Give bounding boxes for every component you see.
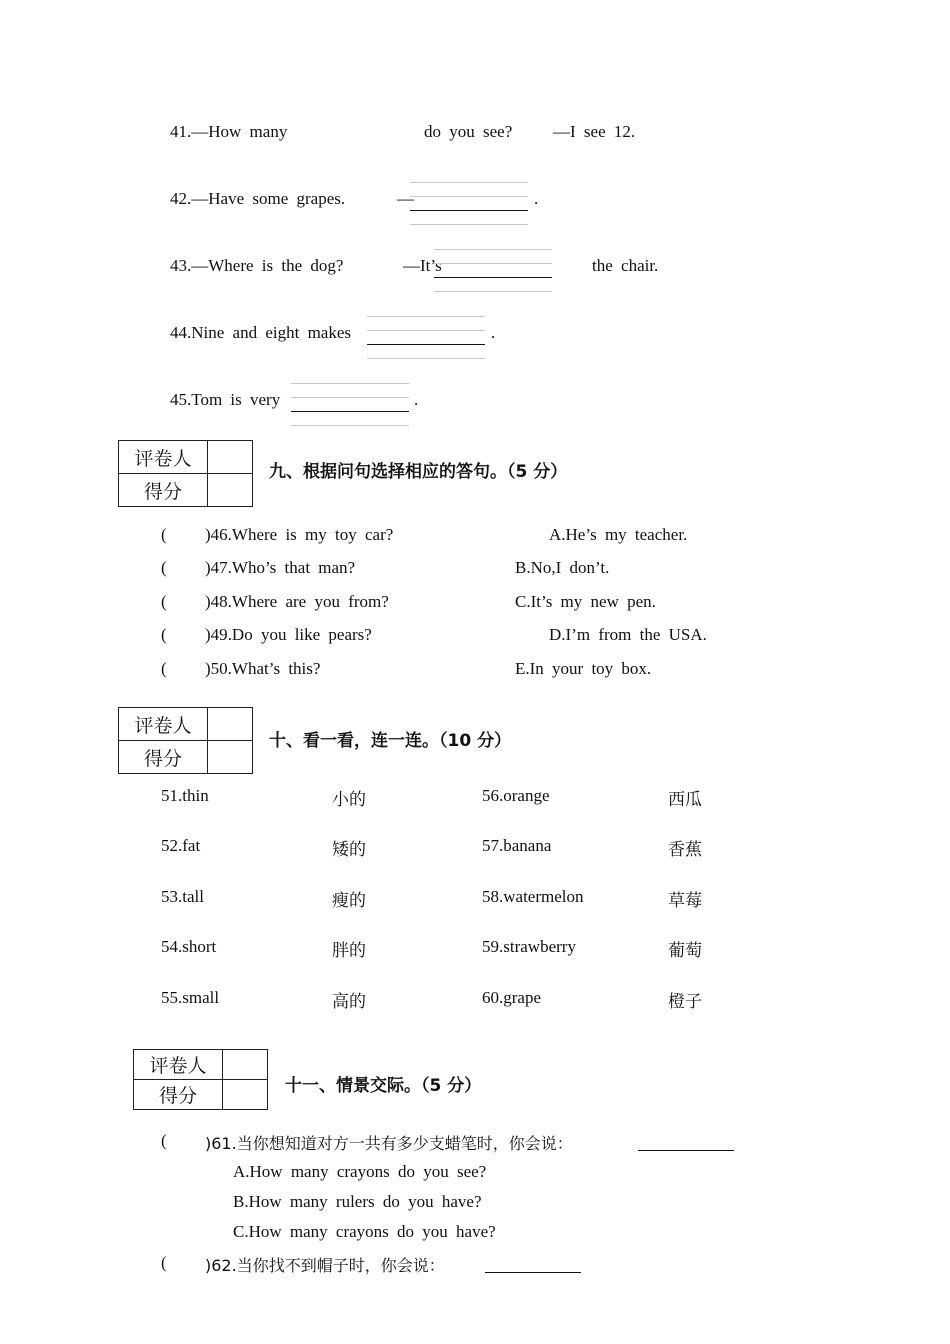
- grader-label: 评卷人: [119, 708, 208, 741]
- score-box-10: [118, 707, 253, 774]
- section10-title: 十、看一看，连一连。（10 分）: [269, 731, 512, 751]
- answer-c: C.It’s my new pen.: [515, 592, 656, 611]
- q42-text: 42.—Have some grapes.: [170, 189, 346, 208]
- answer-d: D.I’m from the USA.: [549, 625, 707, 644]
- match-meaning[interactable]: 小的: [332, 790, 366, 810]
- q46: )46.Where is my toy car?: [205, 525, 394, 544]
- match-word[interactable]: 54.short: [161, 937, 217, 956]
- grader-cell[interactable]: [208, 441, 253, 474]
- grader-label: 评卷人: [119, 441, 208, 474]
- score-box-11: [133, 1049, 268, 1110]
- q43-answer-start: —It’s: [403, 256, 442, 275]
- q41-text-mid: do you see?: [424, 122, 513, 141]
- q61-option-c: C.How many crayons do you have?: [233, 1222, 496, 1241]
- grader-cell[interactable]: [208, 708, 253, 741]
- section9-title: 九、根据问句选择相应的答句。（5 分）: [269, 462, 568, 482]
- q61-option-a: A.How many crayons do you see?: [233, 1162, 487, 1181]
- q41-text: 41.—How many: [170, 122, 288, 141]
- grader-label: 评卷人: [134, 1050, 223, 1080]
- q45-period: .: [414, 390, 419, 409]
- answer-b: B.No,I don’t.: [515, 558, 610, 577]
- q50: )50.What’s this?: [205, 659, 321, 678]
- q45-text: 45.Tom is very: [170, 390, 281, 409]
- match-meaning[interactable]: 胖的: [332, 941, 366, 961]
- q43-blank[interactable]: [434, 249, 552, 295]
- q61-bracket[interactable]: (: [161, 1131, 167, 1150]
- q42-period: .: [534, 189, 539, 208]
- q44-blank[interactable]: [367, 316, 485, 362]
- q46-bracket[interactable]: (: [161, 525, 167, 544]
- q45-blank[interactable]: [291, 383, 409, 429]
- answer-e: E.In your toy box.: [515, 659, 652, 678]
- match-meaning[interactable]: 矮的: [332, 840, 366, 860]
- grader-cell[interactable]: [223, 1050, 268, 1080]
- q49-bracket[interactable]: (: [161, 625, 167, 644]
- match-meaning[interactable]: 草莓: [668, 891, 702, 911]
- match-meaning[interactable]: 西瓜: [668, 790, 702, 810]
- match-word[interactable]: 52.fat: [161, 836, 201, 855]
- q62-bracket[interactable]: (: [161, 1253, 167, 1272]
- match-word[interactable]: 51.thin: [161, 786, 209, 805]
- score-box-9: [118, 440, 253, 507]
- match-word[interactable]: 53.tall: [161, 887, 204, 906]
- match-meaning[interactable]: 瘦的: [332, 891, 366, 911]
- q43-answer-end: the chair.: [592, 256, 659, 275]
- match-meaning[interactable]: 高的: [332, 992, 366, 1012]
- score-cell[interactable]: [208, 741, 253, 774]
- match-word[interactable]: 59.strawberry: [482, 937, 576, 956]
- q62-answer-line[interactable]: [485, 1272, 581, 1273]
- q44-period: .: [491, 323, 496, 342]
- score-cell[interactable]: [208, 474, 253, 507]
- q49: )49.Do you like pears?: [205, 625, 372, 644]
- q41-answer: —I see 12.: [553, 122, 636, 141]
- match-meaning[interactable]: 葡萄: [668, 941, 702, 961]
- q42-dash: —: [397, 189, 414, 208]
- score-label: 得分: [119, 741, 208, 774]
- match-meaning[interactable]: 橙子: [668, 992, 702, 1012]
- section11-title: 十一、情景交际。（5 分）: [285, 1076, 482, 1096]
- q61-option-b: B.How many rulers do you have?: [233, 1192, 482, 1211]
- q61-answer-line[interactable]: [638, 1150, 734, 1151]
- q50-bracket[interactable]: (: [161, 659, 167, 678]
- match-word[interactable]: 58.watermelon: [482, 887, 584, 906]
- match-word[interactable]: 60.grape: [482, 988, 542, 1007]
- q47: )47.Who’s that man?: [205, 558, 356, 577]
- q47-bracket[interactable]: (: [161, 558, 167, 577]
- score-label: 得分: [119, 474, 208, 507]
- match-meaning[interactable]: 香蕉: [668, 840, 702, 860]
- match-word[interactable]: 56.orange: [482, 786, 550, 805]
- match-word[interactable]: 57.banana: [482, 836, 552, 855]
- q62-stem: )62.当你找不到帽子时，你会说：: [205, 1256, 445, 1275]
- q42-blank[interactable]: [410, 182, 528, 228]
- match-word[interactable]: 55.small: [161, 988, 220, 1007]
- q48: )48.Where are you from?: [205, 592, 389, 611]
- score-label: 得分: [134, 1080, 223, 1110]
- q48-bracket[interactable]: (: [161, 592, 167, 611]
- q43-text: 43.—Where is the dog?: [170, 256, 344, 275]
- answer-a: A.He’s my teacher.: [549, 525, 688, 544]
- score-cell[interactable]: [223, 1080, 268, 1110]
- q61-stem: )61.当你想知道对方一共有多少支蜡笔时，你会说：: [205, 1134, 573, 1153]
- q44-text: 44.Nine and eight makes: [170, 323, 352, 342]
